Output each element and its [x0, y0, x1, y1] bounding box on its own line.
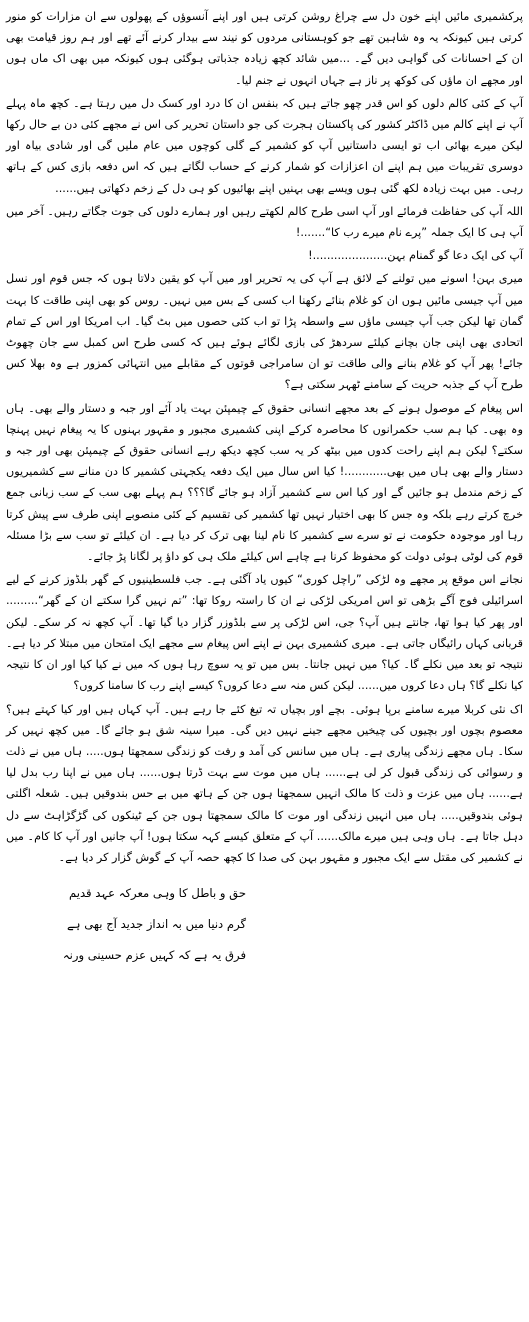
- poem-line: فرق یہ ہے کہ کہیں عزم حسینی ورنہ: [62, 948, 246, 963]
- article-paragraph: آپ کی ایک دعا گو گمنام بہن.....................!: [308, 249, 523, 263]
- article-paragraph: اک نئی کربلا میرے سامنے برپا ہوئی۔ بچے اور بچیاں تہ تیغ کئے جا رہے ہیں۔ آپ کہاں ہیں اور کیا کہتے ہیں؟ معصوم بچوں اور بچیوں کی چیخیں مجھے جینے نہیں دیں گی۔ میرا سینہ شق ہو جائے گا۔ میں کچھ نہیں کر سکا۔ ہاں مجھے زندگی پیاری ہے۔ ہاں میں سانس کی آمد و رفت کو زندگی سمجھتا ہوں..... ہاں میں نے ذلت و رسوائی کی زندگی قبول کر لی ہے...... ہاں میں موت سے بہت ڈرتا ہوں...... ہاں میں نے اپنا رب بدل لیا ہے...... ہاں میں عزت و ذلت کا مالک انہیں سمجھتا ہوں جن کے ہاتھ میں بے حس بندوقیں ہیں۔ شعلہ اگلتی ہوئی بندوقیں..... ہاں میں انہیں زندگی اور موت کا مالک سمجھتا ہوں جن کے ٹینکوں کی گڑگڑاہٹ سے دل دہل جاتا ہے۔ ہاں وہی ہیں میرے مالک...... آپ کے متعلق کیسے کہہ سکتا ہوں! آپ جانیں اور آپ کا کام۔ میں نے کشمیر کی مقتل سے ایک مجبور و مقہور بہن کی صدا کا کچھ حصہ آپ کے گوش گزار کر دیا ہے۔: [6, 702, 523, 864]
- closing-poem: [6, 878, 246, 971]
- article-paragraph: پرکشمیری مائیں اپنے خون دل سے چراغ روشن کرتی ہیں اور اپنے آنسوؤں کے پھولوں سے ان مزارات کو منور کرتی ہیں کیونکہ یہ وہ شاہین تھے جو کوہستانی مردوں کو نیند سے بیدار کرنے آئے تھے اور ہم روز قیامت بھی ان کے احسانات کی گواہی دیں گے۔ ...میں شائد کچھ زیادہ جذباتی ہوگئی ہوں کیونکہ میں بھی اک ماں ہوں اور مجھے ان ماؤں کی کوکھ پر ناز ہے جہاں انہوں نے جنم لیا۔: [6, 10, 523, 87]
- poem-line: گرم دنیا میں بہ انداز جدید آج بھی ہے: [67, 917, 246, 932]
- article-body: [6, 6, 523, 868]
- poem-line: حق و باطل کا وہی معرکہ عہد قدیم: [69, 886, 246, 901]
- article-paragraph: اللہ آپ کی حفاظت فرمائے اور آپ اسی طرح کالم لکھتے رہیں اور ہمارے دلوں کی جوت جگاتے رہیں۔ آخر میں آپ ہی کا ایک جملہ ”پرے نام میرے رب کا“.......!: [6, 204, 523, 240]
- article-paragraph: میری بہن! اسونے میں تولنے کے لائق ہے آپ کی یہ تحریر اور میں آپ کو یقین دلاتا ہوں کہ جس قوم اور نسل میں آپ جیسی مائیں ہوں ان کو غلام بنائے رکھنا اب کسی کے بس میں نہیں۔ روس کو بھی اپنی طاقت کا بہت گمان تھا لیکن جب آپ جیسی ماؤں سے واسطہ پڑا تو اب کئی حصوں میں بٹ گیا۔ اب امریکا اور اس کے تمام اتحادی بھی اپنی جان بچانے کیلئے سردھڑ کی بازی لگائے ہوئے ہیں کہ کسی طرح اس کمبل سے جان چھوٹ جائے! پھر آپ کو غلام بنانے والی طاقت تو ان سامراجی قوتوں کے مقابلے میں انتہائی کمزور ہے وہ بھلا کس طرح آپ کے جذبہ حریت کے سامنے ٹھہر سکتی ہے؟: [6, 272, 523, 392]
- article-paragraph: اس پیغام کے موصول ہونے کے بعد مجھے انسانی حقوق کے چیمپئن بہت یاد آئے اور جبہ و دستار والے بھی۔ ہاں وہ بھی۔ کیا ہم سب حکمرانوں کا محاصرہ کرکے اپنی کشمیری مجبور و مقہور بہنوں کا یہ پیغام نہیں پہنچا سکتے؟ لیکن ہم اپنے راحت کدوں میں بیٹھ کر یہ سب کچھ دیکھ رہے انسانی حقوق کے چیمپئن بھی اور جبہ و دستار والے بھی ہاں میں بھی............! کیا اس سال میں ایک دفعہ یکجہتی کشمیر کا دن منانے سے کشمیریوں کے زخم مندمل ہو جائیں گے اور کیا اس سے کشمیر آزاد ہو جائے گا؟؟؟ ہم پہلے بھی سب کے سب زبانی جمع خرچ کرتے رہے بلکہ وہ جس کا بھی اختیار نہیں تھا کشمیر کی تقسیم کے کئی منصوبے اپنی طرف سے پیش کرتا رہا اور موجودہ حکومت نے تو سرے سے کشمیر کا نام لینا بھی ترک کر دیا ہے۔ ان کیلئے تو سب سے بڑا مسئلہ قوم کی لوٹی ہوئی دولت کو محفوظ کرنا ہے چاہے اس کیلئے ملک ہی کو داؤ پر لگانا پڑ جائے۔: [6, 401, 523, 564]
- article-paragraph: آپ کے کئی کالم دلوں کو اس قدر چھو جاتے ہیں کہ بنفس ان کا درد اور کسک دل میں رہتا ہے۔ کچھ ماہ پہلے آپ نے اپنے کالم میں ڈاکٹر کشور کی پاکستان ہجرت کی جو داستان تحریر کی اس نے مجھے کئی دن بے حال رکھا لیکن میرے بھائی اب تو ایسی داستانیں آپ کو کشمیر کے گلی کوچوں میں عام ملیں گی اور شادی بیاہ اور دوسری تقریبات میں ہم اپنے ان اعزازات کو شمار کرنے کے حساب لگاتے ہیں کہ اس دفعہ بازی کس کے ہاتھ رہی۔ میں بہت زیادہ لکھ گئی ہوں ویسے بھی بہنیں اپنے بھائیوں کو ہی دل کے زخم دکھاتی ہیں......: [6, 96, 523, 195]
- article-paragraph: نجانے اس موقع پر مجھے وہ لڑکی ”راچل کوری“ کیوں یاد آگئی ہے۔ جب فلسطینیوں کے گھر بلڈوز کرنے کے لیے اسرائیلی فوج آگے بڑھی تو اس امریکی لڑکی نے ان کا راستہ روکا تھا: ”تم نہیں گرا سکتے ان کے گھر“......... اور پھر کیا ہوا تھا، جانتے ہیں آپ؟ جی، اس لڑکی پر سے بلڈوزر گزار دیا گیا تھا۔ آپ کچھ نہ کر سکے۔ لیکن قربانی کہاں رائیگاں جاتی ہے۔ میری کشمیری بہن نے اپنے اس پیغام سے مجھے ایک امتحان میں مبتلا کر دیا ہے۔ نتیجہ تو بعد میں نکلے گا۔ کیا؟ میں نہیں جانتا۔ بس میں تو یہ سوچ رہا ہوں کہ میں نے کیا کیا اور ان کا نتیجہ کیا نکلے گا؟ ہاں دعا کروں میں...... لیکن کس منہ سے دعا کروں؟ کیسے اپنے رب کا سامنا کروں؟: [6, 573, 523, 693]
